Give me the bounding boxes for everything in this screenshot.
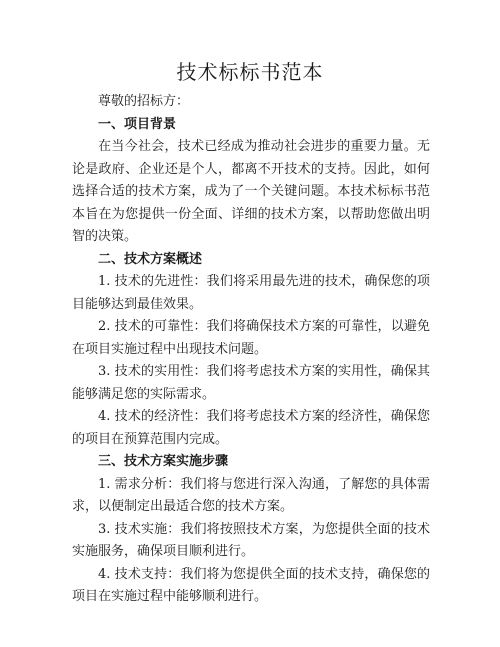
overview-item-advanced: 1. 技术的先进性：我们将采用最先进的技术，确保您的项目能够达到最佳效果。 [72,274,430,312]
greeting: 尊敬的招标方： [98,94,190,109]
section-heading-background: 一、项目背景 [98,116,177,132]
document-body [72,91,430,609]
section-heading-overview: 二、技术方案概述 [98,251,203,267]
background-paragraph: 在当今社会，技术已经成为推动社会进步的重要力量。无论是政府、企业还是个人，都离不开技术的支持。因此，如何选择合适的技术方案，成为了一个关键问题。本技术标标书范本旨在为您提供一份全面、详细的技术方案，以帮助您做出明智的决策。 [72,139,430,244]
section-heading-steps: 三、技术方案实施步骤 [98,454,229,469]
step-item-implementation: 3. 技术实施：我们将按照技术方案，为您提供全面的技术实施服务，确保项目顺利进行。 [72,521,430,559]
overview-item-reliability: 2. 技术的可靠性：我们将确保技术方案的可靠性，以避免在项目实施过程中出现技术问题。 [72,319,430,357]
document-title: 技术标标书范本 [176,60,324,84]
overview-item-economy: 4. 技术的经济性：我们将考虑技术方案的经济性，确保您的项目在预算范围内完成。 [72,409,430,447]
overview-item-practicality: 3. 技术的实用性：我们将考虑技术方案的实用性，确保其能够满足您的实际需求。 [72,364,430,402]
step-item-support: 4. 技术支持：我们将为您提供全面的技术支持，确保您的项目在实施过程中能够顺利进行。 [72,566,430,604]
step-item-requirements: 1. 需求分析：我们将与您进行深入沟通，了解您的具体需求，以便制定出最适合您的技术方案。 [72,476,430,514]
